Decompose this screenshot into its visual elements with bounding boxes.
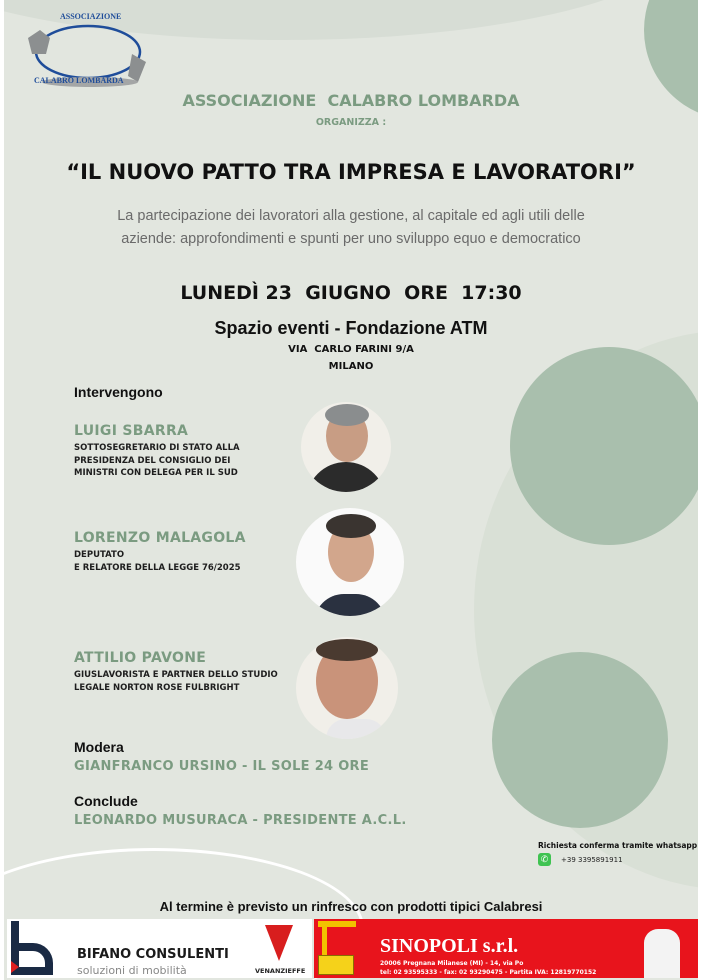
event-title: “IL NUOVO PATTO TRA IMPRESA E LAVORATORI” xyxy=(66,160,636,184)
speaker-card xyxy=(74,423,240,480)
role-line: SOTTOSEGRETARIO DI STATO ALLA xyxy=(74,443,240,453)
event-poster xyxy=(4,0,698,980)
organizza-label: ORGANIZZA : xyxy=(315,117,387,128)
speaker-photo xyxy=(296,637,398,739)
conclusion-label: Conclude xyxy=(74,793,138,809)
venanzieffe-logo-icon xyxy=(265,925,293,961)
sinopoli-name: SINOPOLI s.r.l. xyxy=(380,935,519,957)
sinopoli-contacts: tel: 02 93595333 - fax: 02 93290475 - Partita IVA: 12819770152 xyxy=(380,969,597,976)
speaker-card xyxy=(74,530,246,574)
bifano-name: BIFANO CONSULENTI xyxy=(77,947,229,962)
event-address: VIA CARLO FARINI 9/A xyxy=(288,344,414,355)
event-venue: Spazio eventi - Fondazione ATM xyxy=(214,318,488,338)
worker-icon xyxy=(644,929,680,978)
logo-text-bottom: CALABRO LOMBARDA xyxy=(34,76,124,85)
subtitle-line: La partecipazione dei lavoratori alla gestione, al capitale ed agli utili delle xyxy=(117,208,585,224)
role-line: E RELATORE DELLA LEGGE 76/2025 xyxy=(74,562,241,573)
event-subtitle xyxy=(4,205,698,251)
speaker-photo xyxy=(301,402,391,492)
venanzieffe-name: VENANZIEFFE xyxy=(255,967,306,975)
subtitle-line: aziende: approfondimenti e spunti per uno sviluppo equo e democratico xyxy=(121,231,581,247)
rsvp-phone[interactable]: +39 3395891911 xyxy=(561,855,623,864)
sponsor-bifano xyxy=(7,919,312,978)
sponsor-sinopoli xyxy=(314,919,698,978)
speaker-name: ATTILIO PAVONE xyxy=(74,650,207,666)
bifano-logo-icon xyxy=(11,921,61,976)
speaker-role xyxy=(74,549,246,574)
role-line: PRESIDENZA DEL CONSIGLIO DEI xyxy=(74,455,231,466)
rsvp xyxy=(538,841,697,866)
role-line: DEPUTATO xyxy=(74,550,125,560)
event-date: LUNEDÌ 23 GIUGNO ORE 17:30 xyxy=(180,282,522,304)
rsvp-label: Richiesta conferma tramite whatsapp xyxy=(538,841,698,850)
sinopoli-address: 20006 Pregnana Milanese (MI) - 14, via Po xyxy=(380,960,524,967)
speaker-name: LUIGI SBARRA xyxy=(74,423,189,439)
organizer-name: ASSOCIAZIONE CALABRO LOMBARDA xyxy=(182,91,520,110)
role-line: MINISTRI CON DELEGA PER IL SUD xyxy=(74,468,238,478)
moderator-label: Modera xyxy=(74,739,124,755)
speakers-label: Intervengono xyxy=(74,384,163,400)
moderator-value: GIANFRANCO URSINO - IL SOLE 24 ORE xyxy=(74,759,370,774)
decor-circle-mid-right xyxy=(510,347,698,545)
speaker-name: LORENZO MALAGOLA xyxy=(74,530,246,546)
bifano-tagline: soluzioni di mobilità xyxy=(77,964,187,977)
speaker-card xyxy=(74,650,278,694)
logo xyxy=(20,10,152,90)
logo-text-top: ASSOCIAZIONE xyxy=(60,12,122,21)
speaker-role xyxy=(74,669,278,694)
whatsapp-icon[interactable]: ✆ xyxy=(538,853,551,866)
footer-note: Al termine è previsto un rinfresco con prodotti tipici Calabresi xyxy=(159,899,543,914)
speaker-role xyxy=(74,442,240,480)
speaker-photo xyxy=(296,508,404,616)
role-line: LEGALE NORTON ROSE FULBRIGHT xyxy=(74,682,240,693)
bricks-icon xyxy=(318,955,354,975)
role-line: GIUSLAVORISTA E PARTNER DELLO STUDIO xyxy=(74,670,278,680)
conclusion-value: LEONARDO MUSURACA - PRESIDENTE A.C.L. xyxy=(74,813,407,828)
event-city: MILANO xyxy=(328,361,374,372)
decor-circle-bottom-right xyxy=(492,652,668,828)
